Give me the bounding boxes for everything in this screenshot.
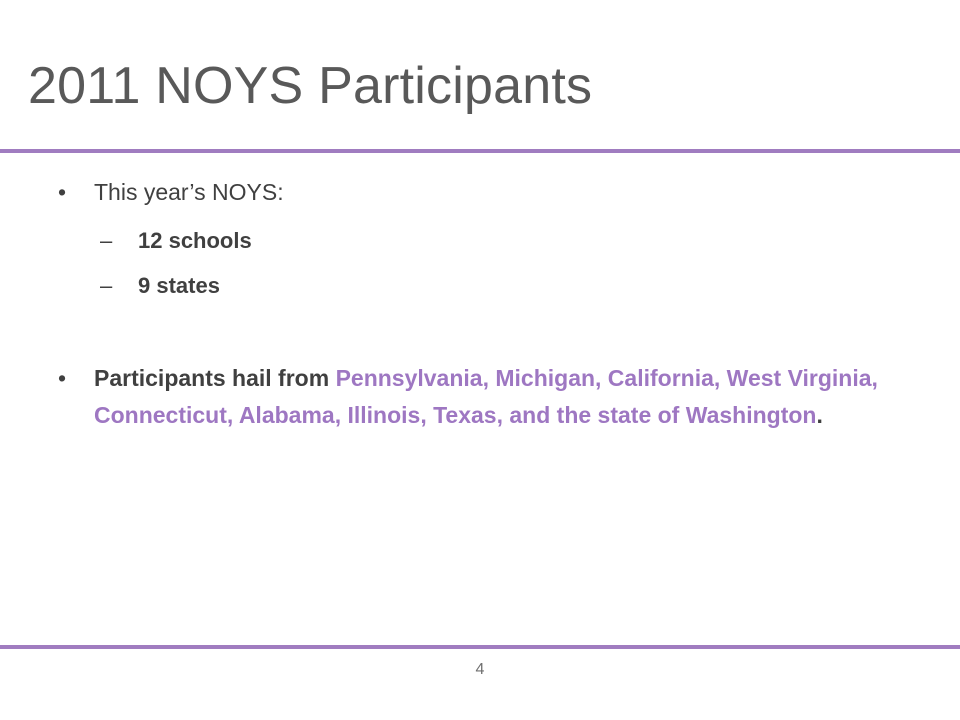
sub-item-text: 12 schools xyxy=(138,228,252,253)
bullet-marker: • xyxy=(58,365,67,391)
sentence-end: . xyxy=(816,402,823,428)
page-number: 4 xyxy=(475,661,485,678)
sub-item-states xyxy=(100,271,220,301)
sub-item-schools xyxy=(100,226,252,256)
bullet-text xyxy=(94,360,884,434)
dash-marker: – xyxy=(100,228,113,253)
bullet-text: This year’s NOYS: xyxy=(94,179,284,205)
footer-divider xyxy=(0,645,960,649)
bullet-item-participants xyxy=(58,360,884,434)
sub-item-text: 9 states xyxy=(138,273,220,298)
state-list: Pennsylvania, Michigan, California, West Virginia, Connecticut, Alabama, Illinois, Texas, and the state of Washington xyxy=(94,365,878,428)
bullet-item-this-year xyxy=(58,174,884,211)
participants-lead: Participants hail from xyxy=(94,365,336,391)
dash-marker: – xyxy=(100,273,113,298)
slide-title: 2011 NOYS Participants xyxy=(28,57,593,115)
title-divider xyxy=(0,149,960,153)
bullet-marker: • xyxy=(58,179,67,205)
